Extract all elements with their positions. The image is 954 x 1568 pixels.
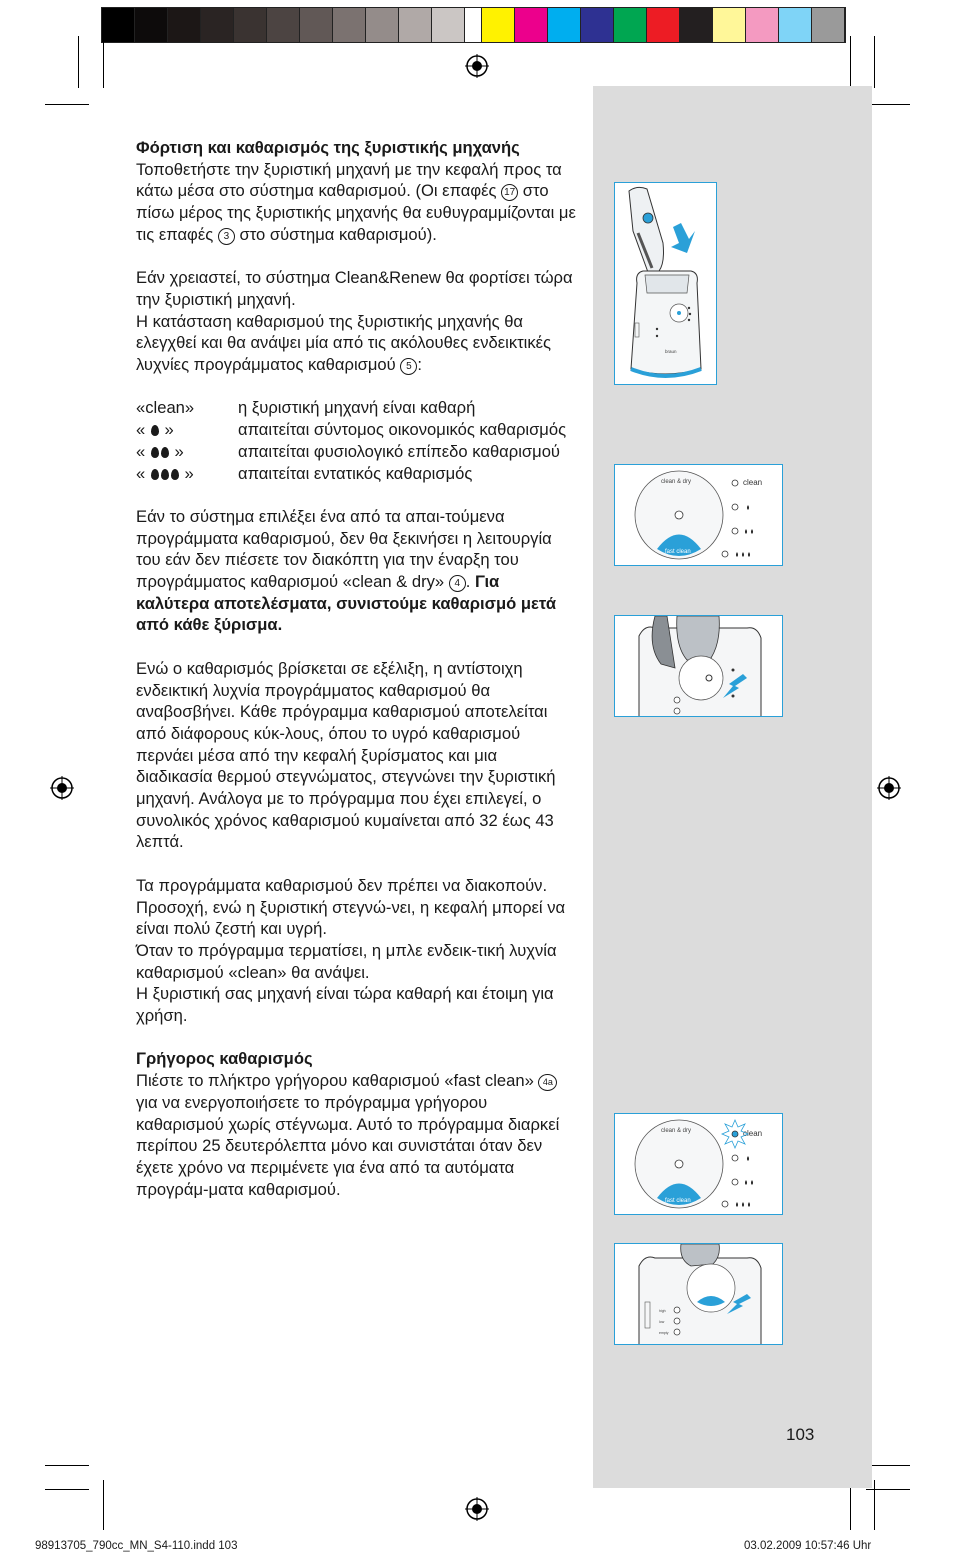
legend-key: « » (136, 441, 184, 461)
paragraph: Ενώ ο καθαρισμός βρίσκεται σε εξέλιξη, η αντίστοιχη ενδεικτική λυχνία προγράμματος καθαρισμού θα αναβοσβήνει. Κάθε πρόγραμμα καθαρισμού αποτελείται από διάφορους κύκ-λους, όπου το υγρό καθαρισμού περνάει μέσα από την κεφαλή ξυρίσματος και μια διαδικασία θερμού στεγνώματος, στεγνώνει την ξυριστική μηχανή. Ανάλογα με το πρόγραμμα που έχει επιλεγεί, ο συνολικός χρόνος καθαρισμού κυμαίνεται από 32 έως 43 λεπτά. (136, 658, 556, 852)
registration-mark-icon (465, 54, 489, 78)
paragraph-text: : (417, 355, 422, 375)
legend-row-clean (136, 397, 576, 419)
crop-mark (45, 104, 89, 105)
crop-mark (874, 36, 875, 88)
crop-mark (45, 1465, 89, 1466)
legend-value: η ξυριστική μηχανή είναι καθαρή (238, 398, 476, 418)
color-swatch (267, 8, 300, 42)
paragraph-text: στο πίσω μέρος της ξυριστικής μηχανής θα ευθυγραμμίζονται με τις επαφές (136, 181, 576, 244)
crop-mark (850, 36, 851, 88)
clean-label: clean (743, 1129, 763, 1138)
crop-mark (874, 1480, 875, 1530)
low-label: low (659, 1320, 665, 1324)
instruction-text (136, 137, 576, 1200)
legend-key: « » (136, 420, 174, 440)
legend-row-two-drops (136, 441, 576, 463)
paragraph-text: Η κατάσταση καθαρισμού της ξυριστικής μηχανής θα ελεγχθεί και θα ανάψει μία από τις ακόλουθες ενδεικτικές λυχνίες προγράμματος καθαρισμού (136, 311, 552, 375)
paragraph-text: Εάν το σύστημα επιλέξει ένα από τα απαι-τούμενα προγράμματα καθαρισμού, δεν θα ξεκινήσει η λειτουργία του εάν δεν πιέσετε τον διακόπτη για την έναρξη του προγράμματος καθαρισμού «clean & dry» (136, 506, 552, 592)
legend-value: απαιτείται σύντομος οικονομικός καθαρισμός (238, 420, 567, 440)
paragraph-text: στο σύστημα καθαρισμού). (239, 224, 437, 244)
crop-mark (78, 36, 79, 88)
figure-shaver-insert (614, 182, 717, 385)
legend-value: απαιτείται εντατικός καθαρισμός (238, 463, 473, 483)
paragraph (136, 1070, 576, 1200)
color-swatch (300, 8, 333, 42)
paragraph-text: για να ενεργοποιήσετε το πρόγραμμα γρήγορου καθαρισμού χωρίς στέγνωμα. Αυτό το πρόγραμμα διαρκεί περίπου 25 δευτερόλεπτα μόνο και συνιστάται όταν δεν έχετε χρόνο να περιμένετε για ένα από τα αυτόματα προγράμ-ματα καθαρισμού. (136, 1092, 560, 1199)
color-swatch (399, 8, 432, 42)
paragraph-text: Τοποθετήστε την ξυριστική μηχανή με την κεφαλή προς τα κάτω μέσα στο σύστημα καθαρισμού. (Οι επαφές (136, 159, 562, 201)
section-title-charging: Φόρτιση και καθαρισμός της ξυριστικής μηχανής (136, 138, 520, 157)
drop-icon (161, 469, 169, 480)
color-swatch (647, 8, 680, 42)
drop-icon (151, 425, 159, 436)
color-swatch (515, 8, 548, 42)
figure-press-clean-dry (614, 615, 783, 717)
panel-bottom-label: fast clean (665, 1198, 691, 1204)
drop-icon (151, 447, 159, 458)
color-swatch (366, 8, 399, 42)
color-swatch (614, 8, 647, 42)
crop-mark (103, 1480, 104, 1530)
ref-number: 4 (449, 575, 466, 592)
paragraph: Τα προγράμματα καθαρισμού δεν πρέπει να διακοπούν. Προσοχή, ενώ η ξυριστική στεγνώ-νει, η κεφαλή μπορεί να είναι πολύ ζεστή και υγρή. (136, 875, 566, 939)
paragraph (136, 311, 576, 376)
paragraph: Εάν χρειαστεί, το σύστημα Clean&Renew θα φορτίσει τώρα την ξυριστική μηχανή. (136, 268, 573, 309)
color-swatch (333, 8, 366, 42)
paragraph-text: Πιέστε το πλήκτρο γρήγορου καθαρισμού «fast clean» (136, 1071, 534, 1091)
panel-bottom-label: fast clean (665, 549, 691, 555)
color-swatch (102, 8, 135, 42)
high-label: high (659, 1309, 666, 1313)
drop-icon (171, 469, 179, 480)
color-swatch (135, 8, 168, 42)
ref-number: 5 (400, 358, 417, 375)
crop-mark (866, 1489, 910, 1490)
registration-mark-icon (50, 776, 74, 800)
drop-icon (161, 447, 169, 458)
color-swatch (482, 8, 515, 42)
crop-mark (866, 1465, 910, 1466)
page-number: 103 (786, 1425, 815, 1444)
color-calibration-bar-left (101, 7, 499, 43)
legend-value: απαιτείται φυσιολογικό επίπεδο καθαρισμού (238, 441, 560, 461)
legend-row-three-drops (136, 463, 576, 485)
paragraph: Όταν το πρόγραμμα τερματίσει, η μπλε ενδεικ-τική λυχνία καθαρισμού «clean» θα ανάψει. (136, 940, 557, 982)
ref-number: 17 (501, 184, 518, 201)
color-swatch (168, 8, 201, 42)
paragraph: Εάν το σύστημα επιλέξει ένα από τα απαι-τούμενα προγράμματα καθαρισμού, δεν θα ξεκινήσει η λειτουργία του εάν δεν πιέσετε τον διακόπτη για την έναρξη του προγράμματος καθαρισμού «clean & dry» 4 . Για καλύτερα αποτελέσματα, συνιστούμε καθαρισμό μετά από κάθε ξύρισμα. (136, 506, 557, 635)
clean-label: clean (743, 478, 763, 487)
color-swatch (548, 8, 581, 42)
color-swatch (680, 8, 713, 42)
paragraph: Η ξυριστική σας μηχανή είναι τώρα καθαρή και έτοιμη για χρήση. (136, 984, 554, 1026)
footer-file-info: 98913705_790cc_MN_S4-110.indd 103 (35, 1540, 238, 1552)
footer-timestamp: 03.02.2009 10:57:46 Uhr (744, 1540, 872, 1552)
color-calibration-bar-right (481, 7, 846, 43)
brand-label: braun (665, 349, 677, 354)
color-swatch (201, 8, 234, 42)
figure-press-fast-clean (614, 1243, 783, 1345)
color-swatch (812, 8, 845, 42)
legend-row-one-drop (136, 419, 576, 441)
crop-mark (866, 104, 910, 105)
color-swatch (581, 8, 614, 42)
drop-icon (151, 469, 159, 480)
legend-key: « » (136, 463, 194, 483)
emphasis-text: Για καλύτερα αποτελέσματα, συνιστούμε καθαρισμό μετά από κάθε ξύρισμα. (136, 572, 557, 635)
legend-key: «clean» (136, 398, 195, 418)
figure-control-panel (614, 464, 783, 566)
color-swatch (234, 8, 267, 42)
registration-mark-icon (877, 776, 901, 800)
registration-mark-icon (465, 1497, 489, 1521)
crop-mark (45, 1489, 89, 1490)
color-swatch (779, 8, 812, 42)
ref-number: 4a (538, 1074, 557, 1091)
crop-mark (103, 36, 104, 88)
panel-top-label: clean & dry (661, 479, 692, 485)
figure-clean-indicator-on (614, 1113, 783, 1215)
section-title-fast-clean: Γρήγορος καθαρισμός (136, 1049, 313, 1069)
ref-number: 3 (218, 228, 235, 245)
color-swatch (713, 8, 746, 42)
color-swatch (746, 8, 779, 42)
panel-top-label: clean & dry (661, 1128, 692, 1134)
paragraph (136, 159, 576, 246)
empty-label: empty (659, 1331, 669, 1335)
color-swatch (432, 8, 465, 42)
